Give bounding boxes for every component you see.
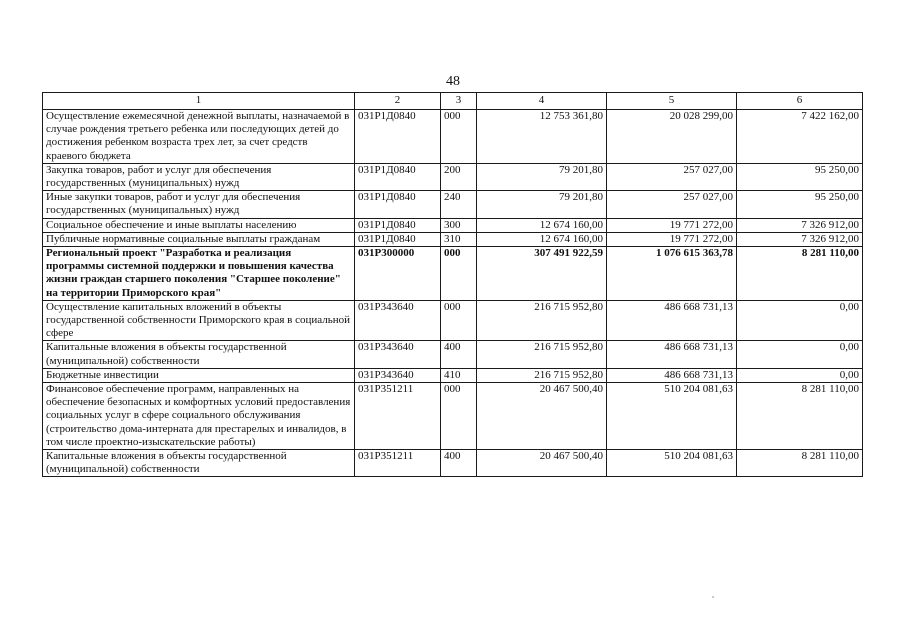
row-expense-type: 300 xyxy=(441,218,477,232)
row-value-col6: 7 326 912,00 xyxy=(737,232,863,246)
row-value-col6: 7 422 162,00 xyxy=(737,110,863,164)
row-name: Осуществление капитальных вложений в объекты государственной собственности Приморского края в социальной сфере xyxy=(43,300,355,341)
row-code: 031Р1Д0840 xyxy=(355,232,441,246)
row-value-col4: 20 467 500,40 xyxy=(477,450,607,477)
row-name: Региональный проект "Разработка и реализация программы системной поддержки и повышения качества жизни граждан старшего поколения "Старшее поколение" на территории Приморского края" xyxy=(43,247,355,301)
row-value-col6: 95 250,00 xyxy=(737,191,863,218)
table-body xyxy=(43,110,863,477)
scan-speck xyxy=(712,596,714,598)
table-row xyxy=(43,341,863,368)
row-name: Бюджетные инвестиции xyxy=(43,368,355,382)
row-code: 031Р343640 xyxy=(355,341,441,368)
row-value-col6: 7 326 912,00 xyxy=(737,218,863,232)
row-code: 031Р1Д0840 xyxy=(355,191,441,218)
row-code: 031Р343640 xyxy=(355,300,441,341)
row-code: 031Р1Д0840 xyxy=(355,163,441,190)
header-col-5: 5 xyxy=(607,93,737,110)
row-name: Социальное обеспечение и иные выплаты населению xyxy=(43,218,355,232)
row-name: Капитальные вложения в объекты государственной (муниципальной) собственности xyxy=(43,450,355,477)
header-col-3: 3 xyxy=(441,93,477,110)
row-value-col5: 510 204 081,63 xyxy=(607,450,737,477)
row-name: Закупка товаров, работ и услуг для обеспечения государственных (муниципальных) нужд xyxy=(43,163,355,190)
row-expense-type: 400 xyxy=(441,341,477,368)
row-expense-type: 200 xyxy=(441,163,477,190)
row-code: 031Р1Д0840 xyxy=(355,218,441,232)
row-value-col5: 486 668 731,13 xyxy=(607,300,737,341)
row-value-col5: 257 027,00 xyxy=(607,163,737,190)
row-value-col4: 79 201,80 xyxy=(477,191,607,218)
row-code: 031Р343640 xyxy=(355,368,441,382)
row-value-col5: 257 027,00 xyxy=(607,191,737,218)
row-value-col5: 20 028 299,00 xyxy=(607,110,737,164)
row-name: Осуществление ежемесячной денежной выплаты, назначаемой в случае рождения третьего ребенка или последующих детей до достижения ребенком возраста трех лет, за счет средств краевого бюджета xyxy=(43,110,355,164)
row-name: Публичные нормативные социальные выплаты гражданам xyxy=(43,232,355,246)
table-row xyxy=(43,218,863,232)
row-value-col5: 1 076 615 363,78 xyxy=(607,247,737,301)
table-header xyxy=(43,93,863,110)
row-value-col4: 12 753 361,80 xyxy=(477,110,607,164)
row-value-col5: 19 771 272,00 xyxy=(607,218,737,232)
header-col-4: 4 xyxy=(477,93,607,110)
row-name: Иные закупки товаров, работ и услуг для обеспечения государственных (муниципальных) нужд xyxy=(43,191,355,218)
row-value-col5: 19 771 272,00 xyxy=(607,232,737,246)
table-row xyxy=(43,383,863,450)
header-col-6: 6 xyxy=(737,93,863,110)
table-row xyxy=(43,163,863,190)
header-col-1: 1 xyxy=(43,93,355,110)
row-code: 031Р351211 xyxy=(355,450,441,477)
row-value-col6: 95 250,00 xyxy=(737,163,863,190)
row-code: 031Р1Д0840 xyxy=(355,110,441,164)
row-code: 031Р300000 xyxy=(355,247,441,301)
row-name: Финансовое обеспечение программ, направленных на обеспечение безопасных и комфортных условий предоставления социальных услуг в сфере социального обслуживания (строительство дома-интерната для престарелых и инвалидов, в том числе проектно-изыскательские работы) xyxy=(43,383,355,450)
header-col-2: 2 xyxy=(355,93,441,110)
table-row xyxy=(43,300,863,341)
row-value-col4: 216 715 952,80 xyxy=(477,300,607,341)
row-value-col4: 307 491 922,59 xyxy=(477,247,607,301)
row-value-col6: 8 281 110,00 xyxy=(737,247,863,301)
table-row xyxy=(43,110,863,164)
row-value-col5: 486 668 731,13 xyxy=(607,368,737,382)
row-value-col4: 79 201,80 xyxy=(477,163,607,190)
row-value-col5: 486 668 731,13 xyxy=(607,341,737,368)
row-expense-type: 000 xyxy=(441,110,477,164)
row-expense-type: 000 xyxy=(441,383,477,450)
row-expense-type: 000 xyxy=(441,247,477,301)
row-value-col4: 12 674 160,00 xyxy=(477,218,607,232)
row-value-col6: 8 281 110,00 xyxy=(737,383,863,450)
table-row xyxy=(43,191,863,218)
row-expense-type: 000 xyxy=(441,300,477,341)
row-expense-type: 400 xyxy=(441,450,477,477)
row-name: Капитальные вложения в объекты государственной (муниципальной) собственности xyxy=(43,341,355,368)
row-value-col6: 0,00 xyxy=(737,341,863,368)
header-row xyxy=(43,93,863,110)
row-value-col6: 8 281 110,00 xyxy=(737,450,863,477)
table-row xyxy=(43,247,863,301)
row-expense-type: 310 xyxy=(441,232,477,246)
row-value-col5: 510 204 081,63 xyxy=(607,383,737,450)
row-value-col6: 0,00 xyxy=(737,368,863,382)
row-value-col6: 0,00 xyxy=(737,300,863,341)
row-value-col4: 12 674 160,00 xyxy=(477,232,607,246)
row-expense-type: 410 xyxy=(441,368,477,382)
row-value-col4: 20 467 500,40 xyxy=(477,383,607,450)
row-expense-type: 240 xyxy=(441,191,477,218)
table-row xyxy=(43,232,863,246)
row-value-col4: 216 715 952,80 xyxy=(477,341,607,368)
row-code: 031Р351211 xyxy=(355,383,441,450)
table-row xyxy=(43,450,863,477)
table-row xyxy=(43,368,863,382)
budget-table xyxy=(42,92,863,477)
page-number: 48 xyxy=(446,74,460,89)
row-value-col4: 216 715 952,80 xyxy=(477,368,607,382)
